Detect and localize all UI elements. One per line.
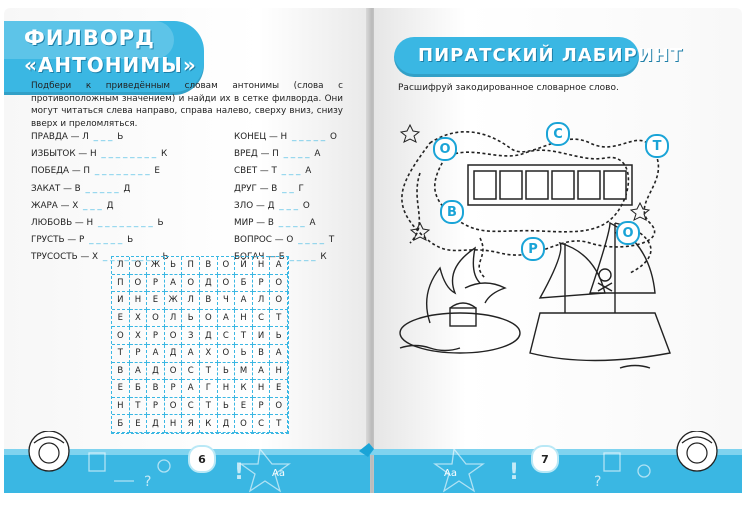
pair-last-letter: Ь	[157, 217, 164, 228]
grid-cell[interactable]: Т	[112, 345, 130, 363]
pair-last-letter: О	[302, 200, 310, 211]
grid-cell[interactable]: А	[147, 345, 165, 363]
grid-cell[interactable]: Е	[112, 310, 130, 328]
answer-blanks[interactable]: _ _ _ _	[289, 252, 316, 263]
grid-cell[interactable]: Й	[235, 257, 253, 275]
grid-cell[interactable]: М	[235, 363, 253, 381]
pirate-boy-icon	[677, 431, 717, 471]
page-title: ПИРАТСКИЙ ЛАБИРИНТ	[418, 45, 684, 66]
pair-word: ВРЕД — П	[234, 149, 279, 160]
instructions-text: Подбери к приведённым словам антонимы (слова с противоположным значением) и найди их в сетке филворда. Они могут читаться слева направо, справа налево, сверху вниз, снизу вверх и преломляться.	[31, 81, 343, 129]
grid-cell[interactable]: Н	[130, 292, 148, 310]
grid-cell[interactable]: Е	[235, 398, 253, 416]
grid-cell[interactable]: Н	[112, 398, 130, 416]
grid-cell[interactable]: В	[147, 380, 165, 398]
grid-cell[interactable]: О	[218, 257, 236, 275]
answer-blanks[interactable]: _ _ _ _ _	[291, 132, 326, 142]
grid-cell[interactable]: Н	[253, 380, 271, 398]
grid-cell[interactable]: А	[130, 363, 148, 381]
page-number: 7	[531, 445, 559, 473]
footer-decoration	[4, 431, 742, 493]
grid-cell[interactable]: К	[200, 415, 218, 433]
pair-word: ЖАРА — Х	[31, 200, 79, 211]
book-spread	[4, 8, 742, 493]
grid-cell[interactable]: Ь	[218, 398, 236, 416]
grid-cell[interactable]: С	[182, 363, 200, 381]
grid-cell[interactable]: О	[165, 398, 183, 416]
page-title-line2: «АНТОНИМЫ»	[24, 53, 197, 77]
letter-circle: В	[440, 200, 464, 224]
answer-blanks[interactable]: _ _	[282, 183, 294, 194]
grid-cell[interactable]: Н	[165, 415, 183, 433]
grid-cell[interactable]: Л	[112, 257, 130, 275]
antonym-pair	[31, 166, 168, 183]
antonym-pair	[234, 235, 337, 252]
answer-blanks[interactable]: _ _ _ _ _	[85, 183, 119, 194]
grid-cell[interactable]: Н	[218, 380, 236, 398]
grid-cell[interactable]: Е	[130, 415, 148, 433]
exclamation-icon: !	[234, 460, 245, 485]
grid-cell[interactable]: Х	[200, 345, 218, 363]
grid-cell[interactable]: Г	[200, 380, 218, 398]
grid-cell[interactable]: И	[112, 292, 130, 310]
pair-last-letter: К	[160, 149, 168, 160]
answer-blanks[interactable]: _ _ _ _ _ _ _ _	[97, 217, 153, 228]
antonym-pair	[31, 218, 168, 235]
pair-word: КОНЕЦ — Н	[234, 132, 288, 142]
letter-circle: Р	[521, 237, 545, 261]
pair-word: ВОПРОС — О	[234, 235, 294, 246]
grid-cell[interactable]: Е	[147, 292, 165, 310]
pair-word: ПРАВДА — Л	[31, 132, 89, 142]
pair-last-letter: Д	[106, 200, 114, 211]
answer-boxes	[468, 165, 632, 205]
answer-blanks[interactable]: _ _ _ _	[298, 235, 325, 246]
grid-cell[interactable]: Л	[182, 292, 200, 310]
grid-cell[interactable]: Л	[253, 292, 271, 310]
grid-cell[interactable]: З	[182, 327, 200, 345]
antonym-pair	[234, 149, 337, 166]
answer-blanks[interactable]: _ _ _ _ _	[89, 235, 123, 246]
antonym-pair	[31, 201, 168, 218]
pair-word: БОГАЧ — Б	[234, 252, 285, 263]
pair-word: ГРУСТЬ — Р	[31, 235, 85, 246]
grid-cell[interactable]: О	[147, 310, 165, 328]
pirate-girl-icon	[29, 431, 69, 471]
grid-cell[interactable]: Т	[270, 415, 288, 433]
grid-cell[interactable]: О	[165, 363, 183, 381]
grid-cell[interactable]: Б	[235, 275, 253, 293]
grid-cell[interactable]: Ь	[182, 310, 200, 328]
pair-last-letter: А	[314, 149, 321, 160]
antonym-pair	[31, 235, 168, 252]
answer-blanks[interactable]: _ _ _ _ _ _ _ _	[101, 149, 157, 160]
letter-circle: Т	[645, 134, 669, 158]
question-icon: ?	[594, 474, 602, 490]
grid-cell[interactable]: О	[130, 275, 148, 293]
letter-circle: О	[433, 137, 457, 161]
grid-cell[interactable]: П	[112, 275, 130, 293]
antonym-list-left	[31, 132, 168, 270]
grid-cell[interactable]: А	[182, 380, 200, 398]
pair-last-letter: Г	[298, 183, 304, 194]
left-page	[4, 8, 370, 493]
grid-cell[interactable]: Р	[147, 327, 165, 345]
grid-cell[interactable]: О	[218, 345, 236, 363]
grid-cell[interactable]: А	[235, 292, 253, 310]
answer-blanks[interactable]: _ _ _	[93, 132, 113, 142]
aa-icon: Aa	[272, 468, 285, 479]
answer-blanks[interactable]: _ _ _ _ _ _ _ _	[102, 252, 158, 263]
answer-blanks[interactable]: _ _ _	[83, 200, 102, 211]
grid-cell[interactable]: Ч	[218, 292, 236, 310]
antonym-pair	[31, 149, 168, 166]
grid-cell[interactable]: Л	[165, 310, 183, 328]
grid-cell[interactable]: Д	[200, 327, 218, 345]
grid-cell[interactable]: Б	[130, 380, 148, 398]
grid-cell[interactable]: И	[253, 327, 271, 345]
grid-cell[interactable]: Д	[165, 345, 183, 363]
antonym-pair	[234, 166, 337, 183]
grid-cell[interactable]: О	[182, 275, 200, 293]
pair-word: ДРУГ — В	[234, 183, 278, 194]
grid-cell[interactable]: С	[182, 398, 200, 416]
antonym-pair	[234, 201, 337, 218]
answer-blanks[interactable]: _ _ _	[281, 166, 301, 177]
antonym-pair	[31, 184, 168, 201]
grid-cell[interactable]: Д	[200, 275, 218, 293]
aa-icon: Aa	[444, 468, 457, 479]
grid-cell[interactable]: Н	[253, 257, 271, 275]
grid-cell[interactable]: А	[270, 345, 288, 363]
grid-cell[interactable]: С	[218, 327, 236, 345]
grid-cell[interactable]: О	[165, 327, 183, 345]
grid-cell[interactable]: Р	[147, 275, 165, 293]
pair-word: ЗАКАТ — В	[31, 183, 81, 194]
grid-cell[interactable]: Т	[270, 310, 288, 328]
grid-cell[interactable]: Р	[253, 398, 271, 416]
grid-cell[interactable]: Ь	[165, 257, 183, 275]
pair-word: ТРУСОСТЬ — Х	[31, 252, 99, 263]
grid-cell[interactable]: О	[130, 257, 148, 275]
grid-cell[interactable]: О	[112, 327, 130, 345]
grid-cell[interactable]: Ж	[147, 257, 165, 275]
grid-cell[interactable]: Я	[182, 415, 200, 433]
grid-cell[interactable]: Р	[253, 275, 271, 293]
grid-cell[interactable]: Т	[130, 398, 148, 416]
grid-cell[interactable]: В	[253, 345, 271, 363]
grid-cell[interactable]: Х	[130, 327, 148, 345]
answer-blanks[interactable]: _ _ _ _	[283, 149, 310, 160]
letter-circle: О	[616, 221, 640, 245]
antonym-pair	[234, 132, 337, 149]
grid-cell[interactable]: Н	[270, 363, 288, 381]
exclamation-icon: !	[509, 460, 520, 485]
grid-cell[interactable]: Х	[130, 310, 148, 328]
instructions-text: Расшифруй закодированное словарное слово.	[398, 83, 619, 93]
pair-last-letter: Ь	[127, 235, 134, 246]
grid-cell[interactable]: В	[112, 363, 130, 381]
page-number: 6	[188, 445, 216, 473]
grid-cell[interactable]: С	[253, 415, 271, 433]
grid-cell[interactable]: Р	[165, 380, 183, 398]
grid-cell[interactable]: А	[218, 310, 236, 328]
pair-last-letter: О	[329, 132, 337, 142]
grid-cell[interactable]: В	[200, 257, 218, 275]
grid-cell[interactable]: Д	[147, 363, 165, 381]
grid-cell[interactable]: А	[270, 257, 288, 275]
question-icon: ?	[144, 474, 152, 490]
pair-last-letter: Т	[328, 235, 335, 246]
grid-cell[interactable]: Р	[130, 345, 148, 363]
grid-cell[interactable]: Р	[147, 398, 165, 416]
grid-cell[interactable]: О	[270, 292, 288, 310]
pair-last-letter: А	[309, 217, 316, 228]
filword-grid	[111, 256, 289, 434]
grid-cell[interactable]: О	[270, 275, 288, 293]
grid-cell[interactable]: Д	[147, 415, 165, 433]
grid-cell[interactable]: О	[218, 275, 236, 293]
letter-circle: С	[546, 122, 570, 146]
grid-cell[interactable]: Ж	[165, 292, 183, 310]
antonym-pair	[31, 132, 168, 149]
grid-cell[interactable]: А	[253, 363, 271, 381]
grid-cell[interactable]: О	[200, 310, 218, 328]
grid-cell[interactable]: П	[182, 257, 200, 275]
pair-last-letter: Ь	[162, 252, 169, 263]
grid-cell[interactable]: Е	[112, 380, 130, 398]
grid-cell[interactable]: О	[235, 415, 253, 433]
grid-cell[interactable]: Ь	[218, 363, 236, 381]
grid-cell[interactable]: Ь	[270, 327, 288, 345]
grid-cell[interactable]: А	[182, 345, 200, 363]
grid-cell[interactable]: Ь	[235, 345, 253, 363]
grid-cell[interactable]: Б	[112, 415, 130, 433]
page-title-line1: ФИЛВОРД	[24, 26, 155, 50]
answer-blanks[interactable]: _ _ _ _	[278, 217, 305, 228]
pair-word: СВЕТ — Т	[234, 166, 277, 177]
grid-cell[interactable]: Н	[235, 310, 253, 328]
antonym-pair	[234, 184, 337, 201]
answer-blanks[interactable]: _ _ _ _ _ _ _ _	[94, 166, 150, 177]
antonym-list-right	[234, 132, 337, 270]
pair-last-letter: Е	[154, 166, 160, 177]
grid-cell[interactable]: К	[235, 380, 253, 398]
pair-last-letter: А	[305, 166, 312, 177]
grid-cell[interactable]: Е	[270, 380, 288, 398]
grid-cell[interactable]: О	[270, 398, 288, 416]
grid-cell[interactable]: Т	[235, 327, 253, 345]
antonym-pair	[234, 218, 337, 235]
grid-cell[interactable]: А	[165, 275, 183, 293]
pair-word: ЛЮБОВЬ — Н	[31, 217, 94, 228]
grid-cell[interactable]: Д	[218, 415, 236, 433]
pair-word: ЗЛО — Д	[234, 200, 275, 211]
pair-last-letter: Д	[123, 183, 131, 194]
answer-blanks[interactable]: _ _ _	[279, 200, 299, 211]
grid-cell[interactable]: В	[200, 292, 218, 310]
pair-last-letter: К	[320, 252, 327, 263]
pair-word: ПОБЕДА — П	[31, 166, 91, 177]
pair-last-letter: Ь	[117, 132, 124, 142]
grid-cell[interactable]: С	[253, 310, 271, 328]
grid-cell[interactable]: Т	[200, 363, 218, 381]
pair-word: ИЗБЫТОК — Н	[31, 149, 97, 160]
pair-word: МИР — В	[234, 217, 274, 228]
grid-cell[interactable]: Т	[200, 398, 218, 416]
